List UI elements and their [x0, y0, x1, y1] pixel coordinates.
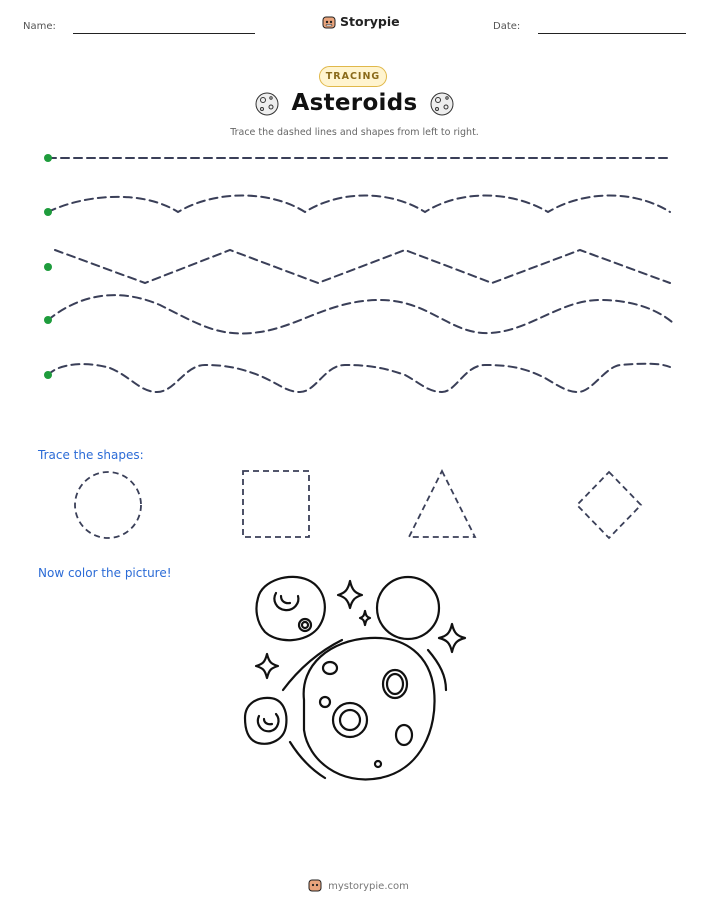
- trace-line-bumpy-wave[interactable]: [48, 364, 670, 392]
- sparkle-icon: [256, 654, 278, 678]
- trace-line-zigzag[interactable]: [55, 250, 670, 283]
- color-heading: Now color the picture!: [38, 566, 172, 580]
- storypie-mascot-icon: [322, 15, 336, 29]
- date-label: Date:: [493, 21, 521, 32]
- footer-site: mystorypie.com: [328, 881, 409, 892]
- name-label: Name:: [23, 21, 56, 32]
- big-asteroid: [304, 638, 435, 780]
- asteroids-coloring-picture[interactable]: [245, 577, 465, 780]
- trace-line-big-wave[interactable]: [48, 295, 672, 333]
- sparkle-icon: [439, 624, 465, 652]
- start-dot: [44, 316, 52, 324]
- instructions: Trace the dashed lines and shapes from left to right.: [230, 127, 479, 138]
- page-title: Asteroids: [291, 90, 418, 116]
- start-dot: [44, 371, 52, 379]
- trace-shape-diamond[interactable]: [577, 472, 641, 538]
- start-dot: [44, 154, 52, 162]
- start-dot: [44, 208, 52, 216]
- small-asteroid: [256, 577, 324, 640]
- footer: [0, 881, 709, 892]
- round-planet: [377, 577, 439, 639]
- sparkle-icon: [338, 581, 362, 608]
- trace-shape-square[interactable]: [243, 471, 309, 537]
- date-field-line[interactable]: [538, 33, 686, 34]
- sparkle-icon: [360, 611, 370, 625]
- name-field-line[interactable]: [73, 33, 255, 34]
- trace-line-gentle-wave[interactable]: [48, 196, 670, 213]
- start-dot: [44, 263, 52, 271]
- tiny-asteroid: [245, 698, 286, 744]
- shapes-heading: Trace the shapes:: [38, 448, 144, 462]
- trace-shape-triangle[interactable]: [409, 471, 475, 537]
- tracing-badge: TRACING: [319, 66, 387, 87]
- brand-logo: [322, 14, 400, 29]
- trace-shape-circle[interactable]: [75, 472, 141, 538]
- brand-name: Storypie: [340, 14, 400, 29]
